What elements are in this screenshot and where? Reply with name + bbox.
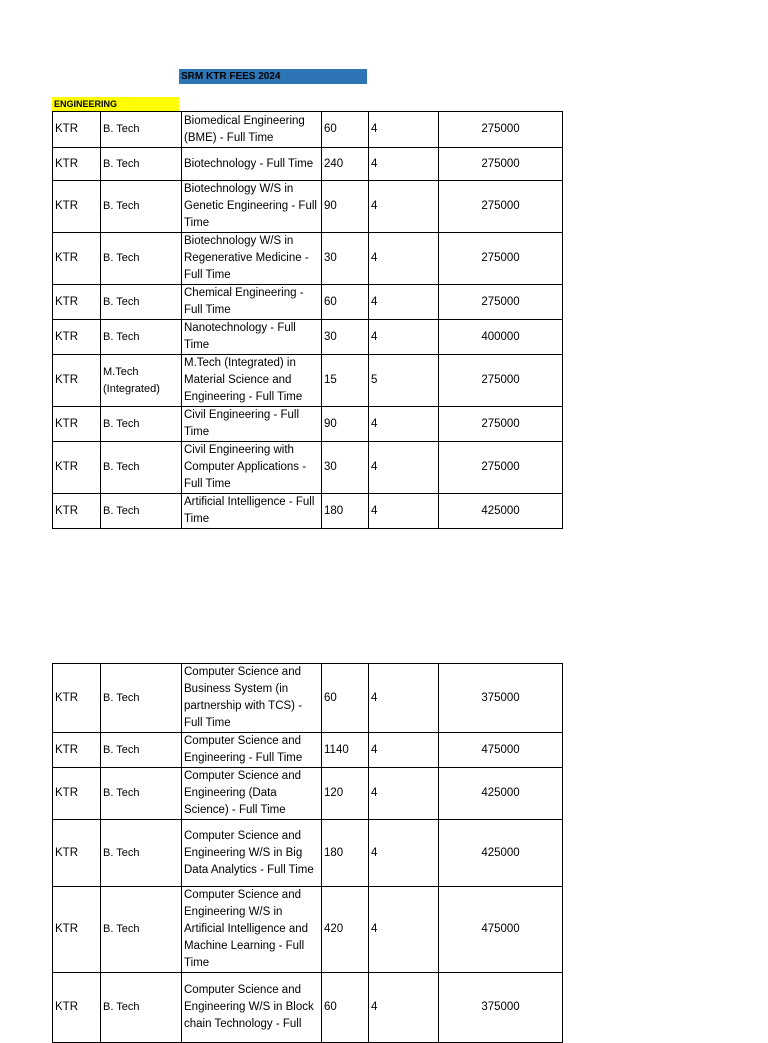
degree-cell: B. Tech — [101, 733, 182, 768]
fee-cell: 275000 — [439, 355, 563, 407]
intake-cell: 420 — [322, 887, 369, 973]
degree-cell: B. Tech — [101, 320, 182, 355]
degree-cell: B. Tech — [101, 233, 182, 285]
table-row — [53, 887, 563, 973]
degree-cell: B. Tech — [101, 887, 182, 973]
program-cell: Biomedical Engineering (BME) - Full Time — [182, 112, 322, 148]
intake-cell: 180 — [322, 494, 369, 529]
campus-cell: KTR — [53, 887, 101, 973]
program-cell: M.Tech (Integrated) in Material Science and Engineering - Full Time — [182, 355, 322, 407]
program-cell: Biotechnology W/S in Regenerative Medicine - Full Time — [182, 233, 322, 285]
degree-cell: B. Tech — [101, 285, 182, 320]
degree-cell: B. Tech — [101, 407, 182, 442]
campus-cell: KTR — [53, 112, 101, 148]
fee-cell: 275000 — [439, 148, 563, 181]
program-cell: Artificial Intelligence - Full Time — [182, 494, 322, 529]
duration-years-cell: 4 — [369, 407, 439, 442]
sheet-title: SRM KTR FEES 2024 — [179, 69, 367, 84]
duration-years-cell: 4 — [369, 442, 439, 494]
program-cell: Nanotechnology - Full Time — [182, 320, 322, 355]
program-cell: Computer Science and Engineering W/S in Block chain Technology - Full — [182, 973, 322, 1043]
degree-cell: B. Tech — [101, 112, 182, 148]
table-row — [53, 664, 563, 733]
intake-cell: 90 — [322, 181, 369, 233]
program-cell: Computer Science and Engineering - Full Time — [182, 733, 322, 768]
fees-table-1 — [52, 111, 563, 529]
duration-years-cell: 5 — [369, 355, 439, 407]
table-row — [53, 148, 563, 181]
program-cell: Civil Engineering - Full Time — [182, 407, 322, 442]
fees-table-2-body — [53, 664, 563, 1043]
degree-cell: B. Tech — [101, 148, 182, 181]
table-row — [53, 733, 563, 768]
intake-cell: 60 — [322, 285, 369, 320]
fee-cell: 275000 — [439, 181, 563, 233]
fee-cell: 400000 — [439, 320, 563, 355]
intake-cell: 180 — [322, 820, 369, 887]
intake-cell: 240 — [322, 148, 369, 181]
degree-cell: B. Tech — [101, 973, 182, 1043]
degree-cell: B. Tech — [101, 664, 182, 733]
intake-cell: 30 — [322, 233, 369, 285]
duration-years-cell: 4 — [369, 494, 439, 529]
table-row — [53, 320, 563, 355]
intake-cell: 60 — [322, 664, 369, 733]
duration-years-cell: 4 — [369, 887, 439, 973]
degree-cell: M.Tech (Integrated) — [101, 355, 182, 407]
fee-cell: 425000 — [439, 820, 563, 887]
campus-cell: KTR — [53, 285, 101, 320]
campus-cell: KTR — [53, 233, 101, 285]
intake-cell: 30 — [322, 320, 369, 355]
table-row — [53, 494, 563, 529]
program-cell: Biotechnology - Full Time — [182, 148, 322, 181]
intake-cell: 15 — [322, 355, 369, 407]
duration-years-cell: 4 — [369, 768, 439, 820]
intake-cell: 60 — [322, 112, 369, 148]
campus-cell: KTR — [53, 768, 101, 820]
program-cell: Computer Science and Engineering W/S in Artificial Intelligence and Machine Learning - Full Time — [182, 887, 322, 973]
table-row — [53, 355, 563, 407]
program-cell: Biotechnology W/S in Genetic Engineering - Full Time — [182, 181, 322, 233]
program-cell: Computer Science and Engineering W/S in Big Data Analytics - Full Time — [182, 820, 322, 887]
fee-cell: 375000 — [439, 973, 563, 1043]
degree-cell: B. Tech — [101, 181, 182, 233]
fee-cell: 275000 — [439, 285, 563, 320]
duration-years-cell: 4 — [369, 664, 439, 733]
program-cell: Chemical Engineering - Full Time — [182, 285, 322, 320]
fee-cell: 275000 — [439, 442, 563, 494]
intake-cell: 30 — [322, 442, 369, 494]
campus-cell: KTR — [53, 442, 101, 494]
table-row — [53, 768, 563, 820]
campus-cell: KTR — [53, 664, 101, 733]
campus-cell: KTR — [53, 355, 101, 407]
table-row — [53, 233, 563, 285]
duration-years-cell: 4 — [369, 320, 439, 355]
table-row — [53, 181, 563, 233]
campus-cell: KTR — [53, 407, 101, 442]
campus-cell: KTR — [53, 820, 101, 887]
duration-years-cell: 4 — [369, 233, 439, 285]
duration-years-cell: 4 — [369, 181, 439, 233]
duration-years-cell: 4 — [369, 973, 439, 1043]
duration-years-cell: 4 — [369, 112, 439, 148]
campus-cell: KTR — [53, 494, 101, 529]
duration-years-cell: 4 — [369, 733, 439, 768]
fee-cell: 475000 — [439, 887, 563, 973]
table-row — [53, 820, 563, 887]
fee-cell: 375000 — [439, 664, 563, 733]
degree-cell: B. Tech — [101, 768, 182, 820]
fee-cell: 475000 — [439, 733, 563, 768]
degree-cell: B. Tech — [101, 820, 182, 887]
fee-cell: 275000 — [439, 112, 563, 148]
intake-cell: 60 — [322, 973, 369, 1043]
program-cell: Computer Science and Business System (in partnership with TCS) - Full Time — [182, 664, 322, 733]
table-row — [53, 973, 563, 1043]
table-row — [53, 112, 563, 148]
duration-years-cell: 4 — [369, 820, 439, 887]
fees-table-1-body — [53, 112, 563, 529]
fee-cell: 425000 — [439, 494, 563, 529]
duration-years-cell: 4 — [369, 285, 439, 320]
intake-cell: 120 — [322, 768, 369, 820]
program-cell: Civil Engineering with Computer Applications - Full Time — [182, 442, 322, 494]
campus-cell: KTR — [53, 973, 101, 1043]
fee-cell: 275000 — [439, 407, 563, 442]
fees-table-2 — [52, 663, 563, 1043]
fee-cell: 275000 — [439, 233, 563, 285]
degree-cell: B. Tech — [101, 494, 182, 529]
campus-cell: KTR — [53, 148, 101, 181]
intake-cell: 1140 — [322, 733, 369, 768]
degree-cell: B. Tech — [101, 442, 182, 494]
section-label: ENGINEERING — [52, 97, 179, 111]
campus-cell: KTR — [53, 320, 101, 355]
campus-cell: KTR — [53, 181, 101, 233]
duration-years-cell: 4 — [369, 148, 439, 181]
table-row — [53, 285, 563, 320]
fee-cell: 425000 — [439, 768, 563, 820]
program-cell: Computer Science and Engineering (Data Science) - Full Time — [182, 768, 322, 820]
intake-cell: 90 — [322, 407, 369, 442]
campus-cell: KTR — [53, 733, 101, 768]
table-row — [53, 407, 563, 442]
table-row — [53, 442, 563, 494]
